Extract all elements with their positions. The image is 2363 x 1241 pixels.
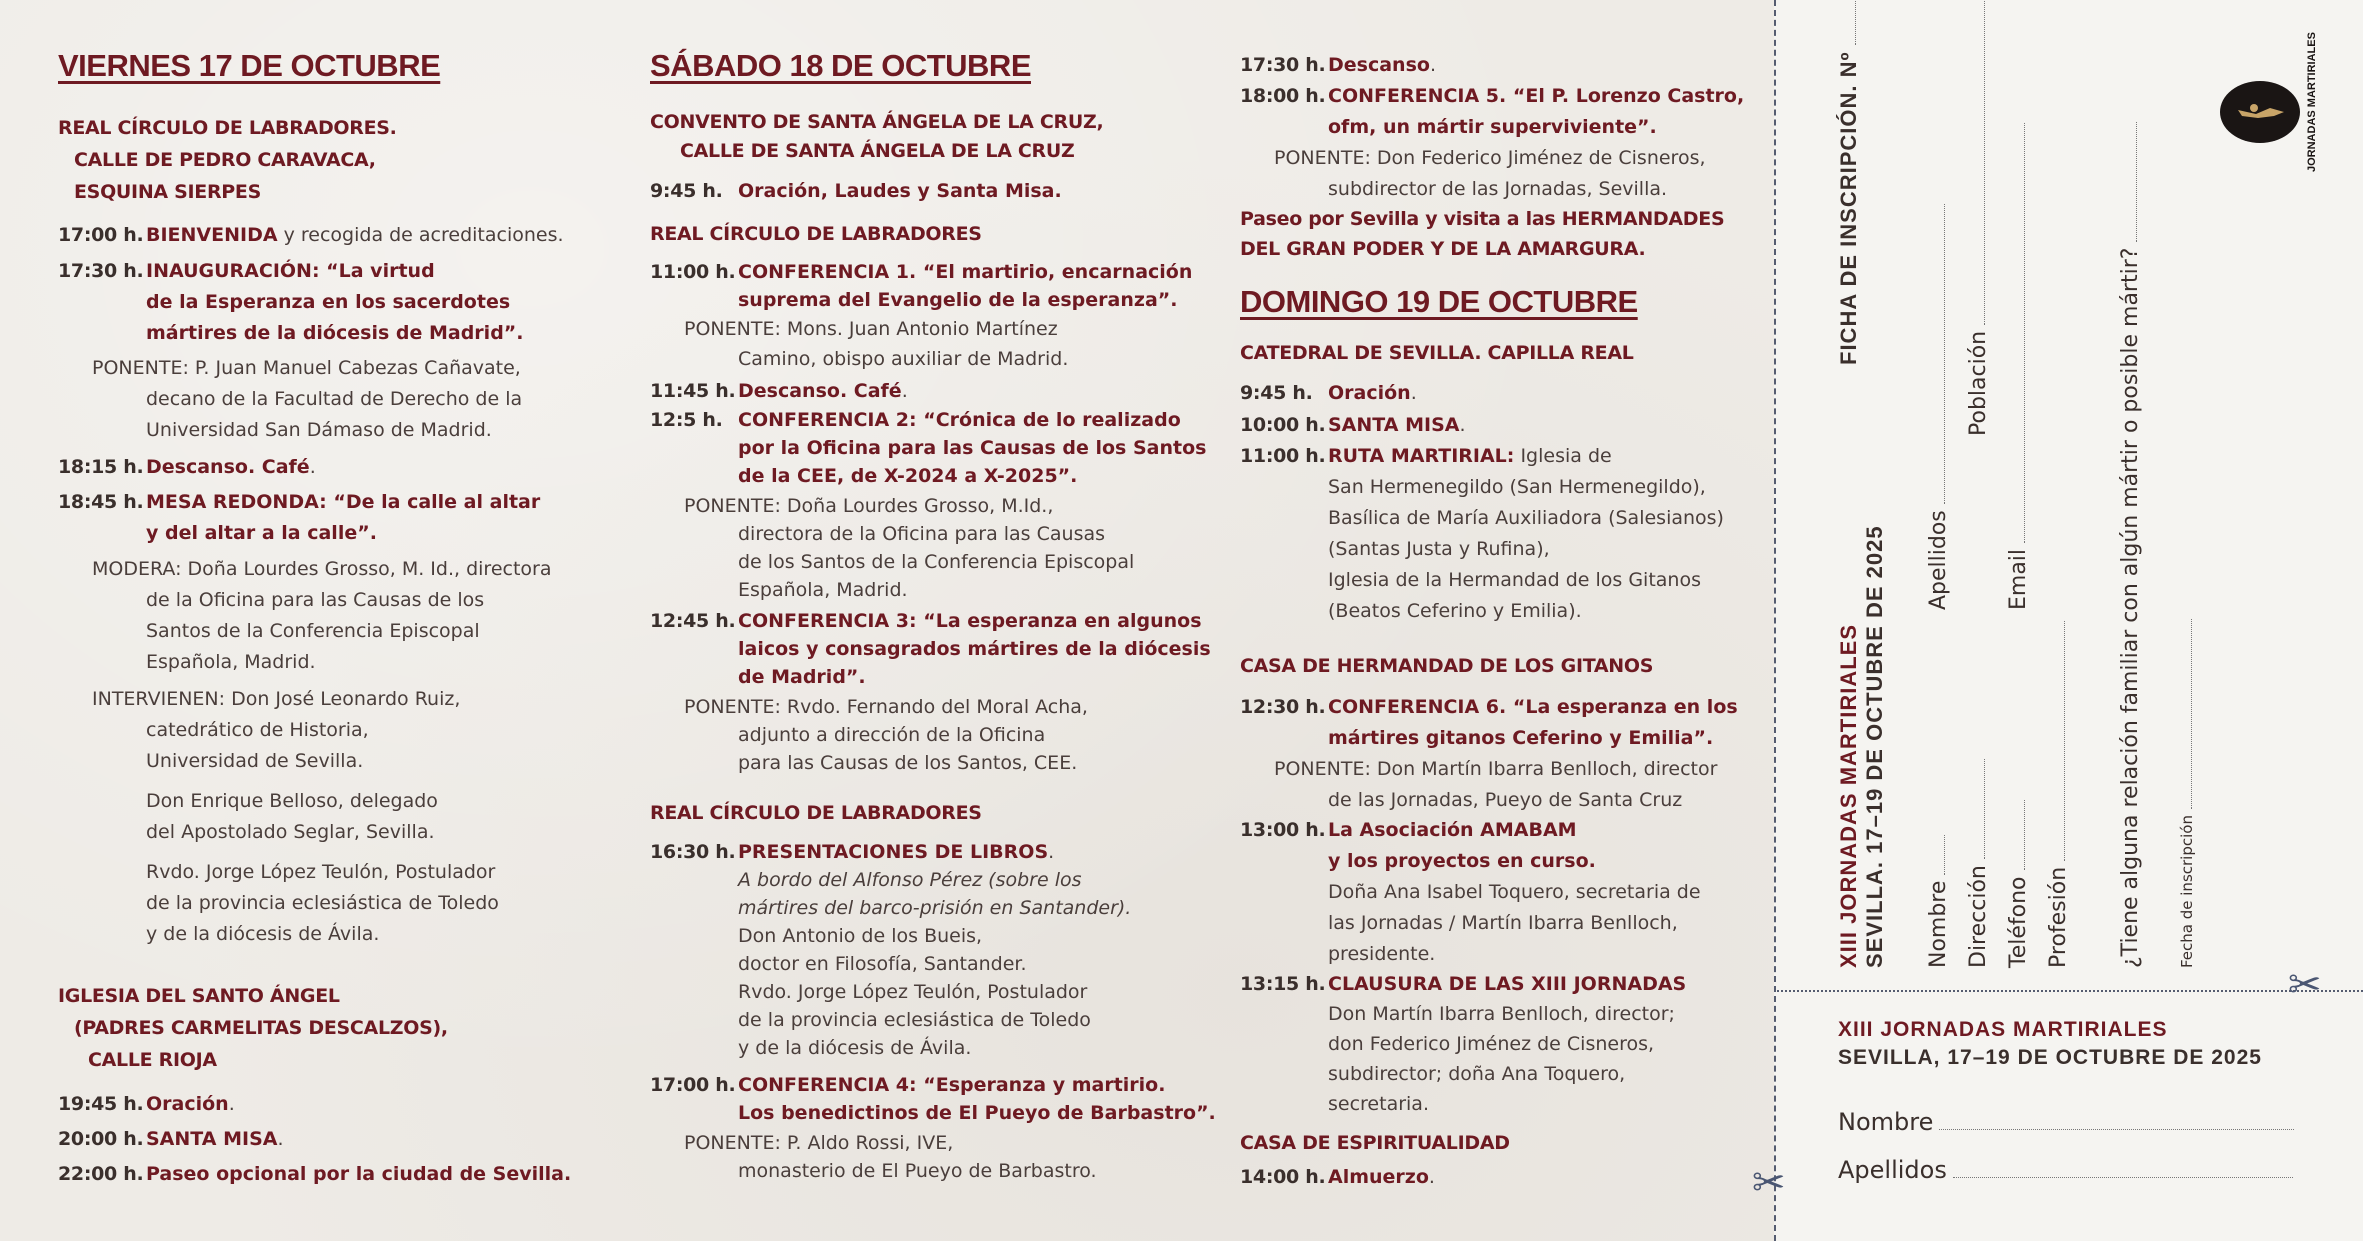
speaker-line: Universidad San Dámaso de Madrid. [146,419,492,441]
speaker-line: adjunto a dirección de la Oficina [738,724,1046,746]
venue-line: CONVENTO DE SANTA ÁNGELA DE LA CRUZ, [650,111,1104,133]
question-label: ¿Tiene alguna relación familiar con algún mártir o posible mártir? [2118,247,2143,968]
event-title: Descanso [1328,54,1430,76]
speaker-line: de las Jornadas, Pueyo de Santa Cruz [1328,789,1683,811]
venue-sunday-1: CATEDRAL DE SEVILLA. CAPILLA REAL [1240,342,1634,364]
event-title: y del altar a la calle”. [146,522,377,544]
event-time: 12:45 h. [650,610,736,632]
venue-line: IGLESIA DEL SANTO ÁNGEL [58,985,340,1007]
event-text: . [901,380,908,402]
event-time: 16:30 h. [650,841,736,863]
field-nombre[interactable] [1926,835,1951,968]
event-title: CONFERENCIA 3: “La esperanza en algunos [738,610,1202,632]
speaker-line: y de la diócesis de Ávila. [146,923,380,945]
field-label: Nombre [1926,880,1951,968]
event-title: Los benedictinos de El Pueyo de Barbastro”. [738,1102,1216,1124]
venue-line: ESQUINA SIERPES [74,181,261,203]
book-title: A bordo del Alfonso Pérez (sobre los [738,869,1082,891]
event-title: SANTA MISA [146,1128,278,1150]
moderator-block [92,554,551,678]
event-time: 17:00 h. [58,224,144,246]
event-text: . [277,1128,284,1150]
speaker-line: Española, Madrid. [146,651,316,673]
speaker-line: Don Martín Ibarra Benlloch, director; [1328,1003,1675,1025]
speaker-line: PONENTE: P. Aldo Rossi, IVE, [684,1132,954,1154]
event-text: . [1410,382,1417,404]
event-title: Oración, Laudes y Santa Misa. [738,180,1062,202]
logo-emblem-icon [2218,80,2302,144]
field-label: Profesión [2046,866,2071,968]
speaker-line: PONENTE: P. Juan Manuel Cabezas Cañavate, [92,357,521,379]
event-time: 9:45 h. [650,180,723,202]
venue-sunday-3: CASA DE ESPIRITUALIDAD [1240,1132,1510,1154]
route-line: Basílica de María Auxiliadora (Salesianos) [1328,507,1724,529]
panelists-block [92,684,460,777]
speaker-line: presidente. [1328,943,1436,965]
day-heading-friday: VIERNES 17 DE OCTUBRE [58,48,441,83]
book-title: mártires del barco-prisión en Santander). [738,897,1132,919]
speaker-line: subdirector de las Jornadas, Sevilla. [1328,178,1668,200]
scissors-icon: ✂ [2288,962,2322,1008]
speaker-line: directora de la Oficina para las Causas [738,523,1106,545]
speaker-line: catedrático de Historia, [146,719,369,741]
author-line: doctor en Filosofía, Santander. [738,953,1027,975]
speaker-line: PONENTE: Don Martín Ibarra Benlloch, director [1274,758,1718,780]
speaker-line: de la provincia eclesiástica de Toledo [146,892,499,914]
paseo-line: Paseo por Sevilla y visita a las HERMANDADES [1240,208,1725,230]
event-time: 22:00 h. [58,1163,144,1185]
event-title: Oración [1328,382,1411,404]
speaker-line: PONENTE: Don Federico Jiménez de Cisneros, [1274,147,1706,169]
field-line [1940,204,1945,504]
speaker-block [1274,754,1717,816]
field-line [1980,0,1985,325]
event-title: BIENVENIDA [146,224,278,246]
event-text: . [1429,54,1436,76]
panelist-block [92,786,438,848]
event-text: Iglesia de [1514,445,1612,467]
speaker-line: las Jornadas / Martín Ibarra Benlloch, [1328,912,1678,934]
speaker-line: PONENTE: Rvdo. Fernando del Moral Acha, [684,696,1088,718]
speaker-line: Española, Madrid. [738,579,908,601]
field-line [2132,122,2137,242]
event-title: de Madrid”. [738,666,866,688]
venue-saturday-2: REAL CÍRCULO DE LABRADORES [650,223,982,245]
day-heading-sunday: DOMINGO 19 DE OCTUBRE [1240,284,1638,319]
venue-line: CALLE DE PEDRO CARAVACA, [74,149,376,171]
venue-friday-1 [58,112,397,208]
event-time: 14:00 h. [1240,1166,1326,1188]
form-title-text: FICHA DE INSCRIPCIÓN. Nº [1836,51,1861,365]
speaker-line: secretaria. [1328,1093,1429,1115]
event-time: 10:00 h. [1240,414,1326,436]
event-title: CLAUSURA DE LAS XIII JORNADAS [1328,973,1687,995]
event-text: . [1459,414,1466,436]
speaker-block [684,693,1088,777]
field-apellidos[interactable] [1926,204,1951,610]
venue-saturday-1 [650,108,1103,166]
event-title: Almuerzo [1328,1166,1429,1188]
speaker-block [92,353,522,446]
field-label: Nombre [1838,1108,1934,1136]
event-time: 12:30 h. [1240,696,1326,718]
stub-field-apellidos[interactable] [1838,1156,2293,1184]
speaker-line: del Apostolado Seglar, Sevilla. [146,821,435,843]
field-direccion[interactable] [1966,759,1991,968]
event-text: . [309,456,316,478]
stub-field-nombre[interactable] [1838,1108,2294,1136]
route-line: San Hermenegildo (San Hermenegildo), [1328,476,1706,498]
event-text: . [228,1093,235,1115]
event-title: CONFERENCIA 2: “Crónica de lo realizado [738,409,1181,431]
route-line: (Santas Justa y Rufina), [1328,538,1550,560]
venue-line: CALLE RIOJA [88,1049,217,1071]
event-title: RUTA MARTIRIAL: [1328,445,1515,467]
event-title: CONFERENCIA 1. “El martirio, encarnación [738,261,1193,283]
field-label: Dirección [1966,865,1991,968]
field-line [2020,801,2025,871]
event-title: laicos y consagrados mártires de la diócesis [738,638,1211,660]
event-time: 18:45 h. [58,491,144,513]
event-title: Descanso. Café [738,380,902,402]
field-line [2020,123,2025,543]
event-title: suprema del Evangelio de la esperanza”. [738,289,1178,311]
event-time: 12:5 h. [650,409,723,431]
speaker-block [684,1129,1097,1185]
speaker-line: Rvdo. Jorge López Teulón, Postulador [146,861,496,883]
event-title: PRESENTACIONES DE LIBROS [738,841,1049,863]
event-title: por la Oficina para las Causas de los Santos [738,437,1207,459]
field-line [2060,621,2065,861]
question-field[interactable] [2118,122,2143,968]
field-label: Apellidos [1838,1156,1947,1184]
speaker-line: INTERVIENEN: Don José Leonardo Ruiz, [92,688,461,710]
logo [2218,80,2302,144]
speaker-line: Universidad de Sevilla. [146,750,364,772]
speaker-line: Santos de la Conferencia Episcopal [146,620,480,642]
venue-friday-2 [58,980,448,1076]
paseo-line: DEL GRAN PODER Y DE LA AMARGURA. [1240,238,1646,260]
event-title: mártires de la diócesis de Madrid”. [146,322,524,344]
event-text: y recogida de acreditaciones. [277,224,564,246]
event-title: Paseo opcional por la ciudad de Sevilla. [146,1163,572,1185]
event-time: 17:00 h. [650,1074,736,1096]
field-telefono[interactable] [2006,801,2031,969]
speaker-block [684,492,1134,604]
event-title: Descanso. Café [146,456,310,478]
event-time: 11:00 h. [1240,445,1326,467]
author-line: Rvdo. Jorge López Teulón, Postulador [738,981,1088,1003]
speaker-line: de los Santos de la Conferencia Episcopal [738,551,1135,573]
event-time: 9:45 h. [1240,382,1313,404]
speaker-line: PONENTE: Doña Lourdes Grosso, M.Id., [684,495,1054,517]
field-line [1939,1125,2294,1130]
event-title: Oración [146,1093,229,1115]
author-line: de la provincia eclesiástica de Toledo [738,1009,1091,1031]
cut-line [1774,990,2363,992]
route-line: (Beatos Ceferino y Emilia). [1328,600,1582,622]
author-line: y de la diócesis de Ávila. [738,1037,972,1059]
field-line [1940,835,1945,875]
speaker-block [684,314,1068,374]
event-title: ofm, un mártir superviviente”. [1328,116,1657,138]
event-title: de la Esperanza en los sacerdotes [146,291,511,313]
event-title: CONFERENCIA 4: “Esperanza y martirio. [738,1074,1166,1096]
form-event-name: XIII JORNADAS MARTIRIALES [1836,623,1861,968]
event-time: 17:30 h. [58,260,144,282]
field-fecha[interactable] [2178,619,2196,968]
speaker-line: para las Causas de los Santos, CEE. [738,752,1078,774]
event-time: 19:45 h. [58,1093,144,1115]
logo-text: JORNADAS MARTIRIALES [2306,32,2318,172]
field-line [2187,619,2192,809]
speaker-line: Doña Ana Isabel Toquero, secretaria de [1328,881,1701,903]
event-time: 11:00 h. [650,261,736,283]
route-line: Iglesia de la Hermandad de los Gitanos [1328,569,1701,591]
speaker-line: MODERA: Doña Lourdes Grosso, M. Id., directora [92,558,552,580]
author-line: Don Antonio de los Bueis, [738,925,983,947]
speaker-line: PONENTE: Mons. Juan Antonio Martínez [684,318,1058,340]
event-title: CONFERENCIA 5. “El P. Lorenzo Castro, [1328,85,1745,107]
event-time: 11:45 h. [650,380,736,402]
event-time: 17:30 h. [1240,54,1326,76]
event-time: 18:00 h. [1240,85,1326,107]
event-title: mártires gitanos Ceferino y Emilia”. [1328,727,1714,749]
speaker-line: Don Enrique Belloso, delegado [146,790,438,812]
form-number-line [1851,0,1856,45]
event-title: SANTA MISA [1328,414,1460,436]
field-profesion[interactable] [2046,621,2071,968]
speaker-block [1274,143,1706,205]
speaker-line: decano de la Facultad de Derecho de la [146,388,523,410]
venue-saturday-3: REAL CÍRCULO DE LABRADORES [650,802,982,824]
panelist-block [92,857,499,950]
speaker-line: subdirector; doña Ana Toquero, [1328,1063,1626,1085]
field-label: Fecha de inscripción [2178,815,2196,968]
stub-event-name: XIII JORNADAS MARTIRIALES [1838,1018,2168,1041]
field-label: Población [1966,330,1991,436]
field-label: Email [2006,548,2031,610]
field-line [1953,1173,2293,1178]
paseo-note [1240,204,1724,264]
event-title: de la CEE, de X-2024 a X-2025”. [738,465,1078,487]
form-event-dates: SEVILLA. 17–19 DE OCTUBRE DE 2025 [1862,525,1887,968]
event-time: 18:15 h. [58,456,144,478]
scissors-icon: ✂ [1752,1160,1786,1206]
event-title: INAUGURACIÓN: “La virtud [146,260,435,282]
venue-line: CALLE DE SANTA ÁNGELA DE LA CRUZ [680,140,1075,162]
event-text: . [1048,841,1055,863]
speaker-line: monasterio de El Pueyo de Barbastro. [738,1160,1097,1182]
form-title [1836,0,1862,365]
stub-event-dates: SEVILLA, 17–19 DE OCTUBRE DE 2025 [1838,1046,2262,1069]
venue-line: (PADRES CARMELITAS DESCALZOS), [74,1017,448,1039]
field-poblacion[interactable] [1966,0,1991,436]
event-title: CONFERENCIA 6. “La esperanza en los [1328,696,1738,718]
field-email[interactable] [2006,123,2031,610]
event-time: 13:00 h. [1240,819,1326,841]
speaker-line: de la Oficina para las Causas de los [146,589,485,611]
event-time: 20:00 h. [58,1128,144,1150]
event-title: MESA REDONDA: “De la calle al altar [146,491,541,513]
event-title: y los proyectos en curso. [1328,850,1596,872]
event-time: 13:15 h. [1240,973,1326,995]
field-label: Teléfono [2006,876,2031,968]
field-label: Apellidos [1926,510,1951,610]
field-line [1980,759,1985,859]
venue-line: REAL CÍRCULO DE LABRADORES. [58,117,397,139]
speaker-line: don Federico Jiménez de Cisneros, [1328,1033,1655,1055]
day-heading-saturday: SÁBADO 18 DE OCTUBRE [650,48,1031,83]
venue-sunday-2: CASA DE HERMANDAD DE LOS GITANOS [1240,655,1654,677]
event-text: . [1428,1166,1435,1188]
event-title: La Asociación AMABAM [1328,819,1577,841]
speaker-line: Camino, obispo auxiliar de Madrid. [738,348,1069,370]
